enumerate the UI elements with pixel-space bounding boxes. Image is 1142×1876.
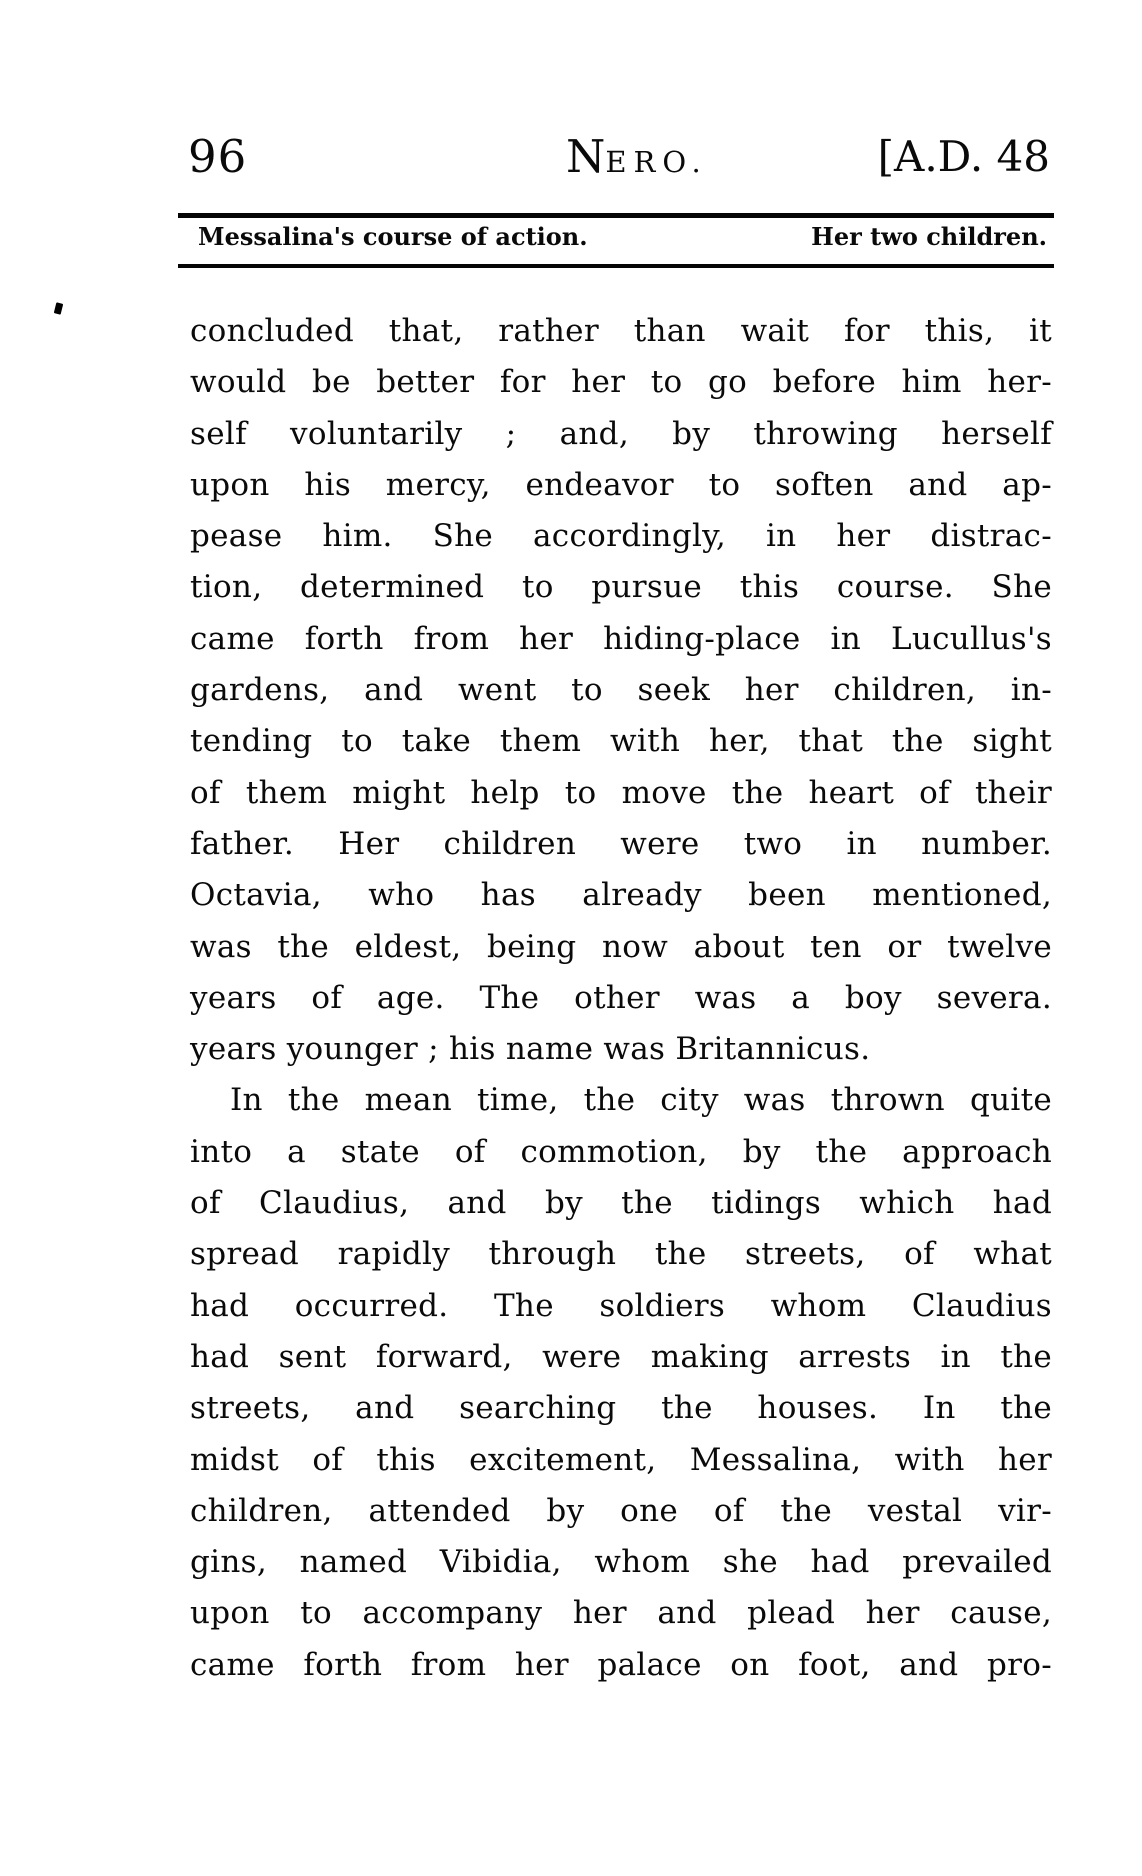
section-head-right: Her two children.: [811, 222, 1047, 251]
body-line: would be better for her to go before him her-: [190, 364, 1052, 401]
running-title: [566, 130, 708, 183]
running-title-initial: N: [566, 130, 606, 183]
marginal-date: [A.D. 48: [877, 132, 1050, 181]
body-line: gins, named Vibidia, whom she had prevailed: [190, 1544, 1052, 1581]
body-line: midst of this excitement, Messalina, with her: [190, 1441, 1052, 1478]
body-line: had sent forward, were making arrests in the: [190, 1338, 1052, 1375]
body-line: into a state of commotion, by the approach: [190, 1133, 1052, 1170]
body-line: Octavia, who has already been mentioned,: [190, 877, 1052, 914]
body-line: children, attended by one of the vestal vir-: [190, 1492, 1052, 1529]
body-line: came forth from her hiding-place in Lucullus's: [190, 620, 1052, 657]
body-line: father. Her children were two in number.: [190, 825, 1052, 862]
header-rule-top: [178, 213, 1054, 218]
body-line: years of age. The other was a boy severa.: [190, 979, 1052, 1016]
body-line-paragraph-end: years younger ; his name was Britannicus.: [190, 1031, 871, 1068]
body-line-paragraph-start: In the mean time, the city was thrown quite: [230, 1082, 1052, 1119]
body-line: tending to take them with her, that the sight: [190, 723, 1052, 760]
body-line: tion, determined to pursue this course. She: [190, 569, 1052, 606]
body-line: of Claudius, and by the tidings which had: [190, 1185, 1052, 1222]
body-text: [190, 306, 1052, 1691]
body-line: was the eldest, being now about ten or twelve: [190, 928, 1052, 965]
body-line: came forth from her palace on foot, and pro-: [190, 1646, 1052, 1683]
body-line: streets, and searching the houses. In the: [190, 1390, 1052, 1427]
body-line: upon to accompany her and plead her cause,: [190, 1595, 1052, 1632]
body-line: pease him. She accordingly, in her distrac-: [190, 518, 1052, 555]
body-line: self voluntarily ; and, by throwing herself: [190, 415, 1052, 452]
header-rule-bottom: [178, 264, 1054, 268]
body-line: gardens, and went to seek her children, in-: [190, 672, 1052, 709]
body-line: of them might help to move the heart of their: [190, 774, 1052, 811]
body-line: concluded that, rather than wait for this, it: [190, 313, 1052, 349]
section-head-left: Messalina's course of action.: [198, 222, 588, 251]
page-number: 96: [188, 130, 248, 183]
body-line: spread rapidly through the streets, of what: [190, 1236, 1052, 1273]
body-line: had occurred. The soldiers whom Claudius: [190, 1287, 1052, 1324]
body-line: upon his mercy, endeavor to soften and ap-: [190, 466, 1052, 503]
running-title-rest: ERO.: [605, 145, 708, 179]
ink-speck: [54, 302, 63, 314]
